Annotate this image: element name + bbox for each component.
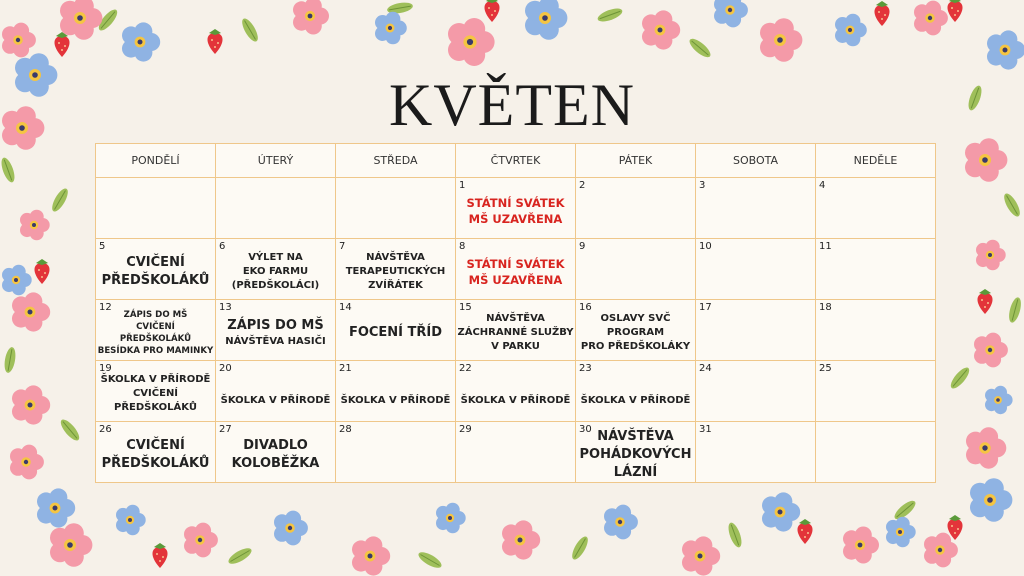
pink-flower-icon bbox=[843, 527, 879, 564]
day-cell bbox=[96, 239, 216, 300]
day-number: 3 bbox=[699, 180, 706, 191]
event-line: LÁZNÍ bbox=[613, 465, 658, 480]
blue-flower-icon bbox=[762, 492, 800, 531]
event-line: TERAPEUTICKÝCH bbox=[345, 266, 446, 277]
blue-flower-icon bbox=[886, 517, 916, 548]
day-number: 21 bbox=[339, 363, 352, 374]
day-number: 31 bbox=[699, 424, 712, 435]
event-line: ŠKOLKA V PŘÍRODĚ bbox=[340, 395, 451, 406]
blue-flower-icon bbox=[436, 503, 466, 534]
event-text bbox=[456, 300, 575, 360]
day-cell bbox=[336, 361, 456, 422]
weekday-header: STŘEDA bbox=[336, 144, 456, 178]
pink-flower-icon bbox=[60, 0, 102, 40]
day-number: 30 bbox=[579, 424, 592, 435]
pink-flower-icon bbox=[682, 536, 720, 575]
event-line: V PARKU bbox=[491, 341, 540, 352]
leaf-icon bbox=[3, 346, 17, 373]
event-line: STÁTNÍ SVÁTEK bbox=[466, 257, 565, 271]
event-text bbox=[216, 239, 335, 299]
event-text bbox=[456, 361, 575, 421]
event-text bbox=[96, 361, 215, 421]
event-text bbox=[456, 178, 575, 238]
blue-flower-icon bbox=[37, 488, 75, 527]
day-number: 4 bbox=[819, 180, 826, 191]
day-cell bbox=[216, 361, 336, 422]
day-cell bbox=[696, 178, 816, 239]
blue-flower-icon bbox=[970, 478, 1012, 522]
event-line: ŠKOLKA V PŘÍRODĚ bbox=[100, 374, 211, 385]
pink-flower-icon bbox=[20, 210, 50, 241]
day-number: 16 bbox=[579, 302, 592, 313]
event-text bbox=[576, 361, 695, 421]
event-text bbox=[336, 239, 455, 299]
pink-flower-icon bbox=[352, 536, 390, 575]
day-number: 20 bbox=[219, 363, 232, 374]
day-number: 25 bbox=[819, 363, 832, 374]
week-row bbox=[96, 361, 936, 422]
weekday-header: ČTVRTEK bbox=[456, 144, 576, 178]
event-line: NÁVŠTĚVA bbox=[597, 429, 674, 444]
blue-flower-icon bbox=[604, 505, 638, 540]
blue-flower-icon bbox=[375, 12, 407, 45]
blue-flower-icon bbox=[274, 511, 308, 546]
leaf-icon bbox=[416, 549, 444, 571]
pink-flower-icon bbox=[914, 1, 948, 36]
pink-flower-icon bbox=[965, 138, 1007, 182]
event-text bbox=[96, 422, 215, 482]
day-cell bbox=[336, 422, 456, 483]
day-cell bbox=[816, 361, 936, 422]
event-text bbox=[96, 239, 215, 299]
day-cell bbox=[336, 300, 456, 361]
leaf-icon bbox=[0, 156, 17, 184]
day-number: 27 bbox=[219, 424, 232, 435]
strawberry-icon bbox=[947, 0, 962, 22]
week-row bbox=[96, 239, 936, 300]
blue-flower-icon bbox=[525, 0, 567, 40]
day-number: 23 bbox=[579, 363, 592, 374]
day-cell bbox=[96, 178, 216, 239]
day-cell bbox=[576, 422, 696, 483]
day-cell bbox=[696, 300, 816, 361]
day-number: 9 bbox=[579, 241, 586, 252]
day-cell bbox=[696, 361, 816, 422]
day-number: 8 bbox=[459, 241, 466, 252]
event-text bbox=[216, 361, 335, 421]
leaf-icon bbox=[239, 16, 261, 44]
event-line: NÁVŠTĚVA HASIČI bbox=[225, 336, 326, 347]
day-cell bbox=[456, 239, 576, 300]
day-number: 26 bbox=[99, 424, 112, 435]
event-line: ZVÍŘÁTEK bbox=[368, 280, 423, 291]
pink-flower-icon bbox=[293, 0, 329, 35]
event-line: NÁVŠTĚVA bbox=[486, 313, 545, 324]
calendar-grid bbox=[95, 143, 936, 483]
event-line: DIVADLO bbox=[243, 438, 308, 453]
day-cell bbox=[696, 239, 816, 300]
event-text bbox=[456, 239, 575, 299]
event-text bbox=[96, 300, 215, 360]
page-title: KVĚTEN bbox=[389, 72, 635, 138]
day-cell bbox=[216, 300, 336, 361]
pink-flower-icon bbox=[976, 240, 1006, 271]
event-line: VÝLET NA bbox=[248, 252, 303, 263]
pink-flower-icon bbox=[966, 427, 1006, 468]
pink-flower-icon bbox=[642, 10, 680, 49]
blue-flower-icon bbox=[835, 14, 867, 47]
leaf-icon bbox=[1001, 191, 1023, 219]
event-line: PŘEDŠKOLÁKŮ bbox=[101, 456, 210, 471]
day-cell bbox=[336, 178, 456, 239]
day-number: 2 bbox=[579, 180, 586, 191]
day-number: 5 bbox=[99, 241, 106, 252]
event-line: CVIČENÍ bbox=[126, 255, 185, 270]
event-line: ZÁPIS DO MŠ bbox=[123, 310, 188, 320]
day-number: 22 bbox=[459, 363, 472, 374]
event-line: CVIČENÍ bbox=[136, 322, 175, 332]
day-number: 10 bbox=[699, 241, 712, 252]
day-number: 1 bbox=[459, 180, 466, 191]
pink-flower-icon bbox=[448, 18, 495, 66]
day-cell bbox=[576, 300, 696, 361]
strawberry-icon bbox=[34, 259, 49, 284]
strawberry-icon bbox=[207, 29, 222, 54]
week-row bbox=[96, 422, 936, 483]
leaf-icon bbox=[226, 545, 254, 567]
pink-flower-icon bbox=[502, 520, 540, 559]
strawberry-icon bbox=[977, 289, 992, 314]
day-cell bbox=[216, 422, 336, 483]
pink-flower-icon bbox=[2, 23, 36, 58]
strawberry-icon bbox=[152, 543, 167, 568]
pink-flower-icon bbox=[10, 445, 44, 480]
event-text bbox=[216, 422, 335, 482]
leaf-icon bbox=[1007, 296, 1023, 324]
blue-flower-icon bbox=[116, 505, 146, 536]
day-cell bbox=[816, 422, 936, 483]
event-line: CVIČENÍ bbox=[126, 438, 185, 453]
day-number: 14 bbox=[339, 302, 352, 313]
day-number: 28 bbox=[339, 424, 352, 435]
day-cell bbox=[696, 422, 816, 483]
leaf-icon bbox=[948, 365, 972, 391]
event-line: NÁVŠTĚVA bbox=[366, 252, 425, 263]
event-line: PROGRAM bbox=[606, 327, 665, 338]
day-cell bbox=[96, 361, 216, 422]
event-line: PŘEDŠKOLÁKŮ bbox=[119, 334, 192, 344]
leaf-icon bbox=[58, 417, 82, 443]
strawberry-icon bbox=[484, 0, 499, 22]
event-line: ŠKOLKA V PŘÍRODĚ bbox=[580, 395, 691, 406]
day-cell bbox=[456, 178, 576, 239]
event-line: KOLOBĚŽKA bbox=[231, 456, 320, 471]
week-row bbox=[96, 300, 936, 361]
event-line: PŘEDŠKOLÁKŮ bbox=[114, 402, 197, 413]
day-number: 6 bbox=[219, 241, 226, 252]
event-line: ŠKOLKA V PŘÍRODĚ bbox=[220, 395, 331, 406]
leaf-icon bbox=[687, 36, 713, 60]
event-text bbox=[576, 300, 695, 360]
day-number: 15 bbox=[459, 302, 472, 313]
day-number: 24 bbox=[699, 363, 712, 374]
event-line: POHÁDKOVÝCH bbox=[579, 447, 692, 462]
weekday-header: PONDĚLÍ bbox=[96, 144, 216, 178]
day-cell bbox=[456, 300, 576, 361]
event-line: BESÍDKA PRO MAMINKY bbox=[97, 346, 214, 356]
leaf-icon bbox=[569, 534, 591, 562]
strawberry-icon bbox=[797, 519, 812, 544]
event-line: PŘEDŠKOLÁKŮ bbox=[101, 273, 210, 288]
blue-flower-icon bbox=[122, 22, 160, 61]
event-line: ZÁCHRANNÉ SLUŽBY bbox=[457, 327, 574, 338]
weekday-header: ÚTERÝ bbox=[216, 144, 336, 178]
day-number: 7 bbox=[339, 241, 346, 252]
day-number: 19 bbox=[99, 363, 112, 374]
day-number: 29 bbox=[459, 424, 472, 435]
event-line: PRO PŘEDŠKOLÁKY bbox=[580, 341, 691, 352]
day-number: 12 bbox=[99, 302, 112, 313]
event-text bbox=[336, 361, 455, 421]
day-cell bbox=[456, 361, 576, 422]
event-text bbox=[576, 422, 695, 482]
leaf-icon bbox=[49, 186, 71, 214]
blue-flower-icon bbox=[985, 386, 1013, 414]
leaf-icon bbox=[726, 521, 744, 549]
pink-flower-icon bbox=[12, 385, 50, 424]
day-cell bbox=[816, 239, 936, 300]
event-line: MŠ UZAVŘENA bbox=[468, 273, 563, 287]
event-line: EKO FARMU bbox=[242, 266, 309, 277]
day-cell bbox=[576, 239, 696, 300]
day-cell bbox=[456, 422, 576, 483]
day-cell bbox=[336, 239, 456, 300]
event-line: STÁTNÍ SVÁTEK bbox=[466, 196, 565, 210]
leaf-icon bbox=[596, 6, 624, 24]
pink-flower-icon bbox=[184, 523, 218, 558]
pink-flower-icon bbox=[760, 18, 802, 62]
pink-flower-icon bbox=[924, 533, 958, 568]
weekday-header-row bbox=[96, 144, 936, 178]
day-cell bbox=[816, 300, 936, 361]
event-text bbox=[216, 300, 335, 360]
blue-flower-icon bbox=[2, 265, 32, 296]
event-text bbox=[336, 300, 455, 360]
event-line: ŠKOLKA V PŘÍRODĚ bbox=[460, 395, 571, 406]
day-number: 18 bbox=[819, 302, 832, 313]
strawberry-icon bbox=[874, 1, 889, 26]
event-line: FOCENÍ TŘÍD bbox=[348, 325, 443, 340]
blue-flower-icon bbox=[987, 30, 1024, 69]
event-line: CVIČENÍ bbox=[132, 388, 179, 399]
pink-flower-icon bbox=[50, 523, 92, 567]
pink-flower-icon bbox=[12, 292, 50, 331]
day-cell bbox=[816, 178, 936, 239]
day-cell bbox=[96, 422, 216, 483]
strawberry-icon bbox=[54, 32, 69, 57]
blue-flower-icon bbox=[714, 0, 748, 27]
weekday-header: PÁTEK bbox=[576, 144, 696, 178]
weekday-header: NEDĚLE bbox=[816, 144, 936, 178]
week-row bbox=[96, 178, 936, 239]
event-line: ZÁPIS DO MŠ bbox=[227, 318, 324, 333]
day-cell bbox=[576, 361, 696, 422]
day-cell bbox=[216, 178, 336, 239]
weekday-header: SOBOTA bbox=[696, 144, 816, 178]
day-cell bbox=[576, 178, 696, 239]
day-number: 11 bbox=[819, 241, 832, 252]
day-number: 13 bbox=[219, 302, 232, 313]
day-cell bbox=[96, 300, 216, 361]
day-number: 17 bbox=[699, 302, 712, 313]
event-line: MŠ UZAVŘENA bbox=[468, 212, 563, 226]
event-line: OSLAVY SVČ bbox=[600, 313, 671, 324]
event-line: (PŘEDŠKOLÁCI) bbox=[231, 280, 320, 291]
day-cell bbox=[216, 239, 336, 300]
pink-flower-icon bbox=[974, 333, 1008, 368]
